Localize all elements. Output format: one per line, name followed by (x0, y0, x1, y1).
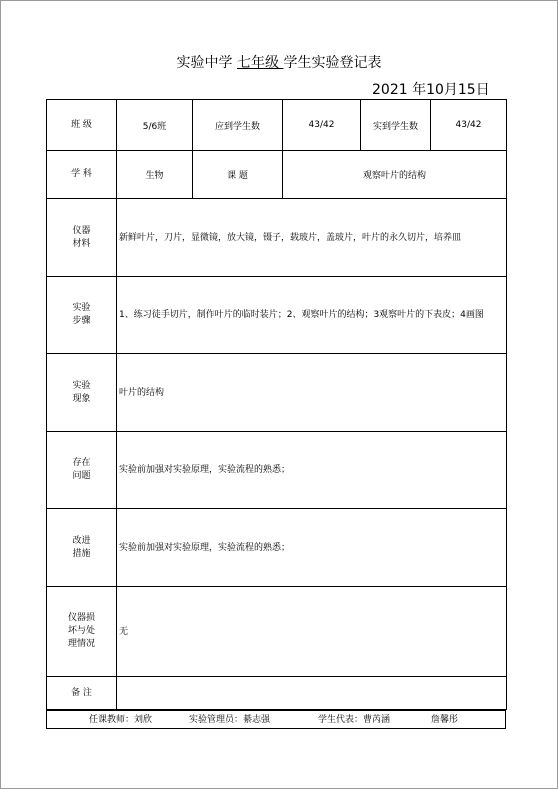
damage-value: 无 (117, 587, 507, 677)
equipment-value: 新鲜叶片，刀片，显微镜，放大镜，镊子，载玻片，盖玻片，叶片的永久切片，培养皿 (117, 199, 507, 277)
row-equipment (47, 199, 507, 277)
expected-students-value: 43/42 (283, 100, 361, 151)
remarks-label: 备 注 (47, 677, 117, 710)
expected-students-label: 应到学生数 (193, 100, 283, 151)
title-suffix: 学生实验登记表 (283, 55, 382, 71)
improvements-label (47, 509, 117, 587)
topic-value: 观察叶片的结构 (283, 151, 507, 199)
improvements-label-line-1: 改进 (72, 535, 91, 546)
actual-students-value: 43/42 (431, 100, 507, 151)
damage-label-line-2: 坏与处 (67, 626, 95, 636)
problems-label-line-1: 存在 (72, 458, 91, 468)
row-remarks (47, 677, 507, 710)
row-improvements (47, 509, 507, 587)
phenomenon-value: 叶片的结构 (117, 354, 507, 432)
phenomenon-label (47, 354, 117, 432)
equipment-label-line-2: 材料 (72, 238, 91, 249)
row-class (47, 100, 507, 151)
damage-label-line-1: 仪器损 (67, 613, 95, 623)
student-rep-2-signature: 詹馨彤 (431, 715, 459, 725)
problems-value: 实验前加强对实验原理，实验流程的熟悉； (117, 432, 507, 509)
steps-value: 1、练习徒手切片，制作叶片的临时装片；2、观察叶片的结构；3观察叶片的下表皮；4画图 (117, 277, 507, 354)
steps-label-line-1: 实验 (72, 303, 91, 313)
equipment-label (47, 199, 117, 277)
class-label: 班 级 (47, 100, 117, 151)
damage-label (47, 587, 117, 677)
row-problems (47, 432, 507, 509)
equipment-label-line-1: 仪器 (72, 225, 91, 236)
damage-label-line-3: 理情况 (67, 639, 95, 649)
subject-label: 学 科 (47, 151, 117, 199)
subject-value: 生物 (117, 151, 193, 199)
student-rep-signature: 学生代表：曹芮涵 (318, 715, 391, 725)
signature-footer (46, 710, 506, 729)
registration-table (46, 99, 507, 710)
topic-label: 课 题 (193, 151, 283, 199)
lab-admin-signature: 实验管理员：綦志强 (189, 715, 271, 725)
actual-students-label: 实到学生数 (361, 100, 431, 151)
teacher-signature: 任课教师：刘欣 (89, 715, 153, 725)
row-damage (47, 587, 507, 677)
steps-label-line-2: 步骤 (72, 316, 91, 326)
remarks-value (117, 677, 507, 710)
phenomenon-label-line-1: 实验 (72, 380, 91, 391)
steps-label (47, 277, 117, 354)
row-steps (47, 277, 507, 354)
record-date: 2021 年10月15日 (372, 82, 490, 98)
page-title (0, 52, 558, 72)
problems-label (47, 432, 117, 509)
improvements-value: 实验前加强对实验原理，实验流程的熟悉； (117, 509, 507, 587)
improvements-label-line-2: 措施 (72, 548, 91, 559)
title-grade: 七年级 (237, 55, 284, 71)
phenomenon-label-line-2: 现象 (72, 393, 91, 404)
title-prefix: 实验中学 (176, 55, 237, 71)
class-value: 5/6班 (117, 100, 193, 151)
problems-label-line-2: 问题 (72, 471, 91, 481)
row-subject (47, 151, 507, 199)
row-phenomenon (47, 354, 507, 432)
